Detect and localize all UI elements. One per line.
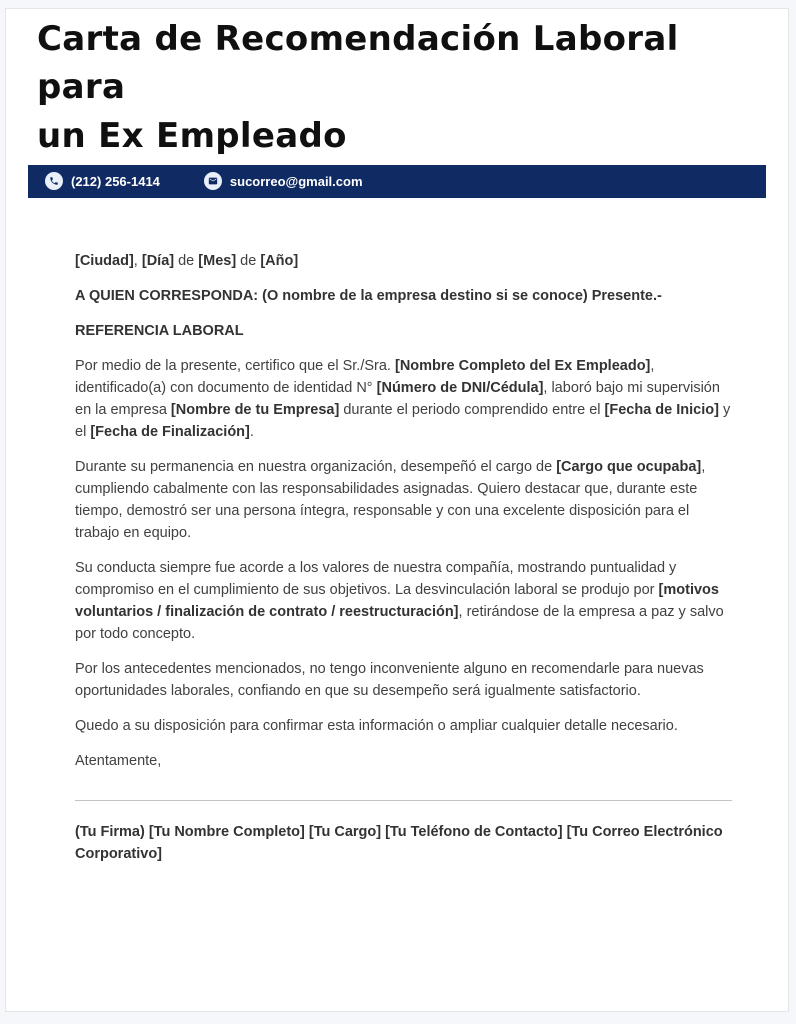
closing-line: Atentamente, (75, 752, 162, 769)
email-address: sucorreo@gmail.com (229, 173, 363, 189)
phone-contact[interactable] (45, 172, 160, 190)
email-contact[interactable] (204, 172, 363, 190)
reference-heading: REFERENCIA LABORAL (75, 322, 244, 339)
date-line: [Ciudad], [Día] de [Mes] de [Año] (75, 252, 299, 269)
letter-body (75, 250, 732, 772)
contact-bar (28, 165, 766, 198)
paragraph-role: Durante su permanencia en nuestra organización, desempeñó el cargo de [Cargo que ocupaba], cumpliendo cabalmente con las responsabilidades asignadas. Quiero destacar que, durante este tiempo, demostró ser una persona íntegra, responsable y con una excelente disposición para el trabajo en equipo. (75, 458, 706, 541)
paragraph-certification: Por medio de la presente, certifico que el Sr./Sra. [Nombre Completo del Ex Empleado], identificado(a) con documento de identidad N° [Número de DNI/Cédula], laboró bajo mi supervisión en la empresa [Nombre de tu Empresa] durante el periodo comprendido entre el [Fecha de Inicio] y el [Fecha de Finalización]. (75, 357, 731, 440)
paragraph-availability: Quedo a su disposición para confirmar esta información o ampliar cualquier detalle necesario. (75, 717, 678, 734)
salutation-line: A QUIEN CORRESPONDA: (O nombre de la empresa destino si se conoce) Presente.- (75, 287, 662, 304)
page-title-line1: Carta de Recomendación Laboral para (37, 19, 679, 108)
phone-number: (212) 256-1414 (71, 173, 160, 189)
signature-divider (75, 800, 732, 801)
phone-icon (45, 172, 63, 190)
page-title-line2: un Ex Empleado (37, 115, 347, 156)
paragraph-conduct: Su conducta siempre fue acorde a los valores de nuestra compañía, mostrando puntualidad y compromiso en el cumplimiento de sus objetivos. La desvinculación laboral se produjo por [motivos voluntarios / finalización de contrato / reestructuración], retirándose de la empresa a paz y salvo por todo concepto. (75, 559, 724, 642)
paragraph-recommendation: Por los antecedentes mencionados, no tengo inconveniente alguno en recomendarle para nuevas oportunidades laborales, confiando en que su desempeño será igualmente satisfactorio. (75, 660, 704, 699)
envelope-icon (204, 172, 222, 190)
page-title (37, 15, 768, 160)
signature-line: (Tu Firma) [Tu Nombre Completo] [Tu Cargo] [Tu Teléfono de Contacto] [Tu Correo Electrónico Corporativo] (75, 823, 723, 862)
document-page (5, 8, 789, 1012)
